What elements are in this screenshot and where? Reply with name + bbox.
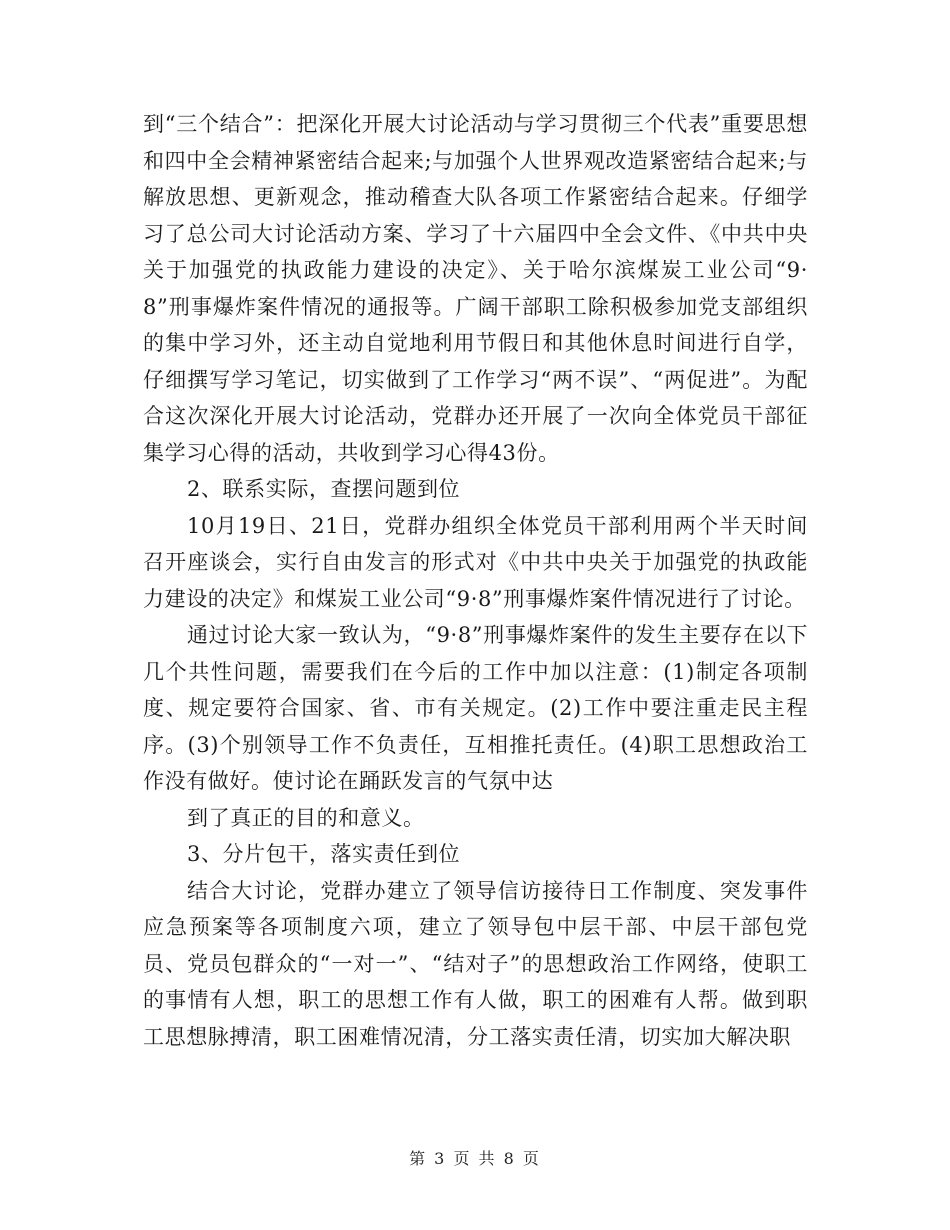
page-number-footer: 第 3 页 共 8 页 bbox=[409, 1149, 541, 1168]
paragraph-2: 10月19日、21日，党群办组织全体党员干部利用两个半天时间召开座谈会，实行自由发言的形式对《中共中央关于加强党的执政能力建设的决定》和煤炭工业公司“9·8”刑事爆炸案件情况进行了讨论。 bbox=[143, 513, 808, 611]
paragraph-3: 通过讨论大家一致认为，“9·8”刑事爆炸案件的发生主要存在以下几个共性问题，需要我们在今后的工作中加以注意：(1)制定各项制度、规定要符合国家、省、市有关规定。(2)工作中要注重走民主程序。(3)个别领导工作不负责任，互相推托责任。(4)职工思想政治工作没有做好。使讨论在踊跃发言的气氛中达 bbox=[143, 623, 808, 793]
paragraph-1: 到“三个结合”：把深化开展大讨论活动与学习贯彻三个代表”重要思想和四中全会精神紧密结合起来;与加强个人世界观改造紧密结合起来;与解放思想、更新观念，推动稽查大队各项工作紧密结合起来。仔细学习了总公司大讨论活动方案、学习了十六届四中全会文件、《中共中央关于加强党的执政能力建设的决定》、关于哈尔滨煤炭工业公司“9·8”刑事爆炸案件情况的通报等。广阔干部职工除积极参加党支部组织的集中学习外，还主动自觉地利用节假日和其他休息时间进行自学，仔细撰写学习笔记，切实做到了工作学习“两不误”、“两促进”。为配合这次深化开展大讨论活动，党群办还开展了一次向全体党员干部征集学习心得的活动，共收到学习心得43份。 bbox=[143, 112, 808, 465]
document-body bbox=[143, 106, 808, 1055]
section-heading-2: 2、联系实际，查摆问题到位 bbox=[187, 477, 461, 501]
paragraph-5: 结合大讨论，党群办建立了领导信访接待日工作制度、突发事件应急预案等各项制度六项，建立了领导包中层干部、中层干部包党员、党员包群众的“一对一”、“结对子”的思想政治工作网络，使职工的事情有人想，职工的思想工作有人做，职工的困难有人帮。做到职工思想脉搏清，职工困难情况清，分工落实责任清，切实加大解决职 bbox=[143, 878, 808, 1049]
section-heading-3: 3、分片包干，落实责任到位 bbox=[187, 842, 461, 866]
paragraph-4: 到了真正的目的和意义。 bbox=[187, 805, 425, 830]
